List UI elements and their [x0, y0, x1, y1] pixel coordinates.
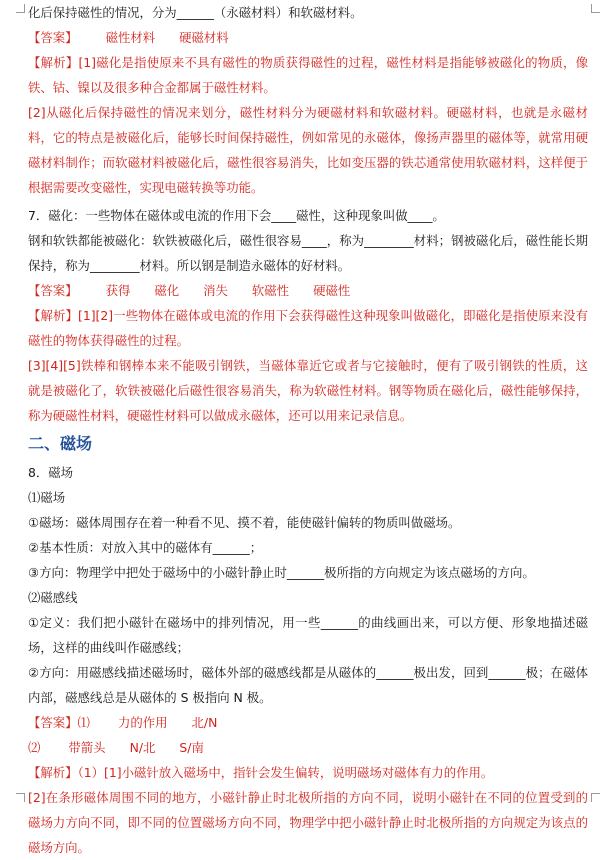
- answer-label: ⑵: [28, 740, 41, 755]
- crop-mark-bottom-left: [16, 793, 25, 802]
- subsection-title: ⑵磁感线: [28, 590, 78, 605]
- answer-value: 硬磁性: [313, 283, 351, 298]
- question-text: 化后保持磁性的情况，分为______（永磁材料）和软磁材料。: [28, 5, 363, 20]
- explanation-paragraph: 【解析】[1]磁化是指使原来不具有磁性的物质获得磁性的过程，磁性材料是指能够被磁化的物质，像铁、钴、镍以及很多种合金都属于磁性材料。: [28, 55, 588, 95]
- answer-value: N/北: [129, 740, 156, 755]
- explanation-line: 【解析】（1）[1]小磁针放入磁场中，指针会发生偏转，说明磁场对磁体有力的作用。: [28, 765, 494, 780]
- subsection-title: ⑴磁场: [28, 490, 66, 505]
- answer-value: 硬磁材料: [179, 30, 229, 45]
- answer-line: [28, 710, 588, 735]
- answer-value: 带箭头: [68, 740, 106, 755]
- answer-value: 获得: [105, 283, 131, 298]
- answer-value: 消失: [203, 283, 228, 298]
- answer-label: 【答案】⑴: [28, 715, 90, 730]
- explanation-paragraph: 【解析】[1][2]一些物体在磁体或电流的作用下会获得磁性这种现象叫做磁化，即磁化是指使原来没有磁性的物体获得磁性的过程。: [28, 308, 588, 348]
- answer-line: [28, 735, 588, 760]
- answer-label: 【答案】: [28, 30, 78, 45]
- question-text: ③方向：物理学中把处于磁场中的小磁针静止时______极所指的方向规定为该点磁场的方向。: [28, 565, 535, 580]
- question-text: ②方向：用磁感线描述磁场时，磁体外部的磁感线都是从磁体的______极出发，回到______极；在磁体内部，磁感线总是从磁体的 S 极指向 N 极。: [28, 665, 588, 705]
- explanation-paragraph: [3][4][5]铁棒和钢棒本来不能吸引钢铁，当磁体靠近它或者与它接触时，便有了吸引钢铁的性质，这就是被磁化了，软铁被磁化后磁性很容易消失，称为软磁性材料。钢等物质在磁化后，磁性能够保持，称为硬磁性材料，硬磁性材料可以做成永磁体，还可以用来记录信息。: [28, 358, 588, 423]
- question-text: ②基本性质：对放入其中的磁体有______；: [28, 540, 263, 555]
- crop-mark-top-left: [16, 4, 25, 13]
- answer-line: [28, 278, 588, 303]
- answer-value: 磁性材料: [105, 30, 156, 45]
- question-text: ①磁场：磁体周围存在着一种看不见、摸不着，能使磁针偏转的物质叫做磁场。: [28, 515, 461, 530]
- answer-value: S/南: [179, 740, 204, 755]
- document-page: [28, 0, 588, 860]
- section-heading: 二、磁场: [28, 434, 93, 453]
- explanation-paragraph: [2]从磁化后保持磁性的情况来划分，磁性材料分为硬磁材料和软磁材料。硬磁材料，也就是永磁材料，它的特点是被磁化后，能够长时间保持磁性，例如常见的永磁体，像扬声器里的磁体等，就常用硬磁材料制作；而软磁材料被磁化后，磁性很容易消失，比如变压器的铁芯通常使用软磁材料，这样便于根据需要改变磁性，实现电磁转换等功能。: [28, 105, 588, 195]
- question-8-title: 8．磁场: [28, 465, 74, 480]
- explanation-paragraph: [2]在条形磁体周围不同的地方，小磁针静止时北极所指的方向不同，说明小磁针在不同的位置受到的磁场力方向不同，即不同的位置磁场方向不同，物理学中把小磁针静止时北极所指的方向规定为该点的磁场方向。: [28, 790, 588, 855]
- answer-value: 软磁性: [251, 283, 290, 298]
- question-text: ①定义：我们把小磁针在磁场中的排列情况，用一些______的曲线画出来，可以方便、形象地描述磁场，这样的曲线叫作磁感线；: [28, 615, 588, 655]
- crop-mark-top-right: [591, 4, 600, 13]
- answer-value: 磁化: [154, 283, 180, 298]
- answer-value: 北/N: [191, 715, 218, 730]
- crop-mark-bottom-right: [591, 793, 600, 802]
- answer-value: 力的作用: [117, 715, 168, 730]
- answer-label: 【答案】: [28, 283, 78, 298]
- question-7-line: 7．磁化：一些物体在磁体或电流的作用下会____磁性，这种现象叫做____。: [28, 208, 445, 223]
- question-7-text: 钢和软铁都能被磁化：软铁被磁化后，磁性很容易____，称为________材料；钢被磁化后，磁性能长期保持，称为________材料。所以钢是制造永磁体的好材料。: [28, 233, 588, 273]
- answer-line: [28, 25, 588, 50]
